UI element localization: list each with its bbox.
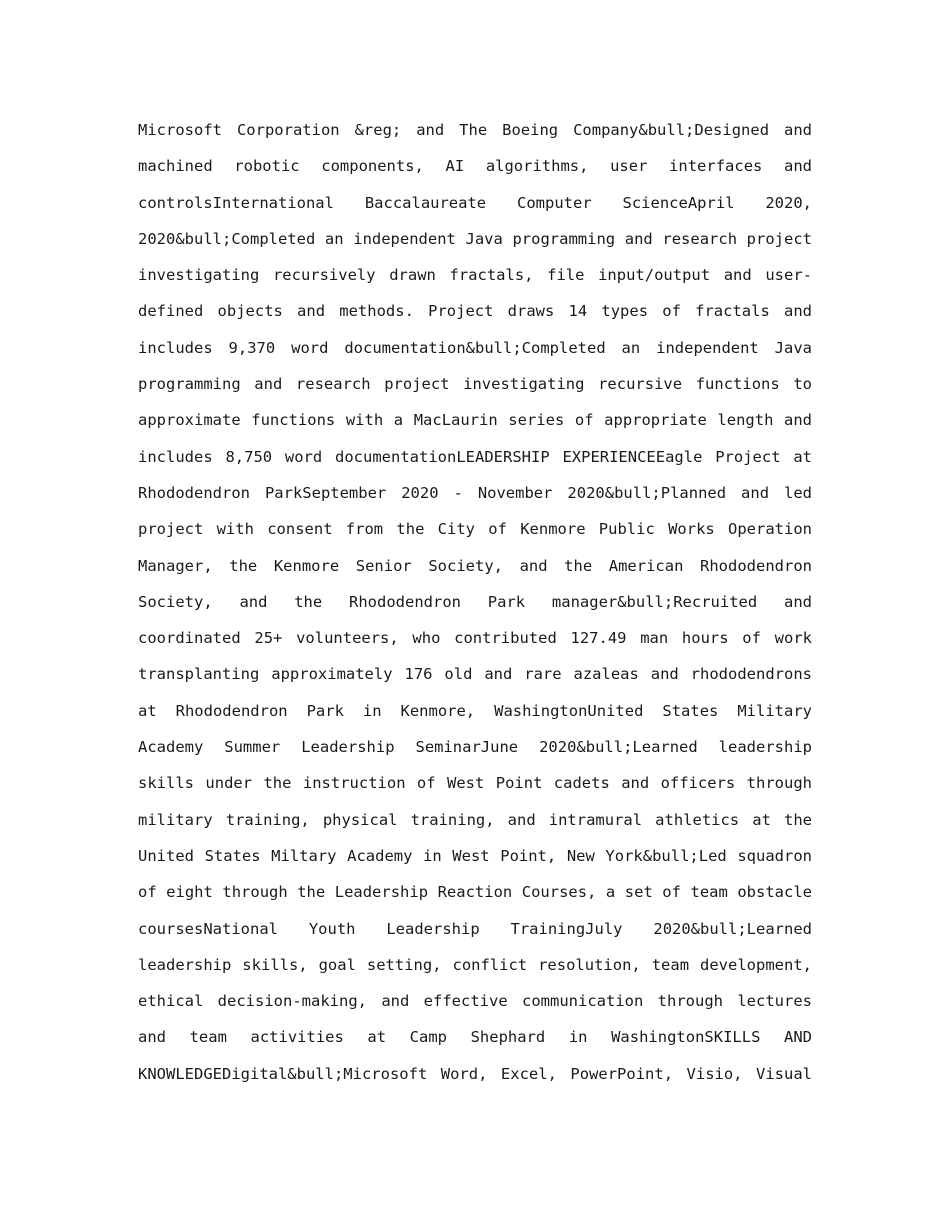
text-line: coordinated 25+ volunteers, who contributed 127.49 man hours of work [138, 629, 812, 648]
text-line: ethical decision-making, and effective communication through lectures [138, 992, 812, 1011]
text-line: controlsInternational Baccalaureate Computer ScienceApril 2020, [138, 193, 812, 212]
text-line: investigating recursively drawn fractals, file input/output and user- [138, 266, 812, 285]
document-body-text [138, 112, 812, 1092]
text-line: Manager, the Kenmore Senior Society, and the American Rhododendron [138, 556, 812, 575]
text-line: Microsoft Corporation &reg; and The Boeing Company&bull;Designed and [138, 121, 812, 139]
text-line: United States Miltary Academy in West Point, New York&bull;Led squadron [138, 846, 812, 865]
text-line: defined objects and methods. Project draws 14 types of fractals and [138, 302, 812, 321]
text-line: approximate functions with a MacLaurin series of appropriate length and [138, 411, 812, 430]
text-line: and team activities at Camp Shephard in WashingtonSKILLS AND [138, 1028, 812, 1047]
text-line: machined robotic components, AI algorithms, user interfaces and [138, 157, 812, 176]
text-line: Academy Summer Leadership SeminarJune 2020&bull;Learned leadership [138, 738, 812, 757]
text-line: project with consent from the City of Kenmore Public Works Operation [138, 520, 812, 539]
text-line: includes 9,370 word documentation&bull;Completed an independent Java [138, 338, 812, 357]
text-line: coursesNational Youth Leadership TrainingJuly 2020&bull;Learned [138, 919, 812, 938]
text-line: KNOWLEDGEDigital&bull;Microsoft Word, Excel, PowerPoint, Visio, Visual [138, 1064, 812, 1083]
text-line: Society, and the Rhododendron Park manager&bull;Recruited and [138, 592, 812, 611]
text-line: 2020&bull;Completed an independent Java programming and research project [138, 229, 812, 248]
text-line: military training, physical training, and intramural athletics at the [138, 810, 812, 829]
text-line: includes 8,750 word documentationLEADERSHIP EXPERIENCEEagle Project at [138, 447, 812, 466]
text-line: leadership skills, goal setting, conflict resolution, team development, [138, 955, 812, 974]
text-line: programming and research project investigating recursive functions to [138, 375, 812, 394]
text-line: at Rhododendron Park in Kenmore, WashingtonUnited States Military [138, 701, 812, 720]
text-line: of eight through the Leadership Reaction Courses, a set of team obstacle [138, 883, 812, 902]
text-line: skills under the instruction of West Point cadets and officers through [138, 774, 812, 793]
text-line: transplanting approximately 176 old and rare azaleas and rhododendrons [138, 665, 812, 684]
text-line: Rhododendron ParkSeptember 2020 - November 2020&bull;Planned and led [138, 483, 812, 502]
